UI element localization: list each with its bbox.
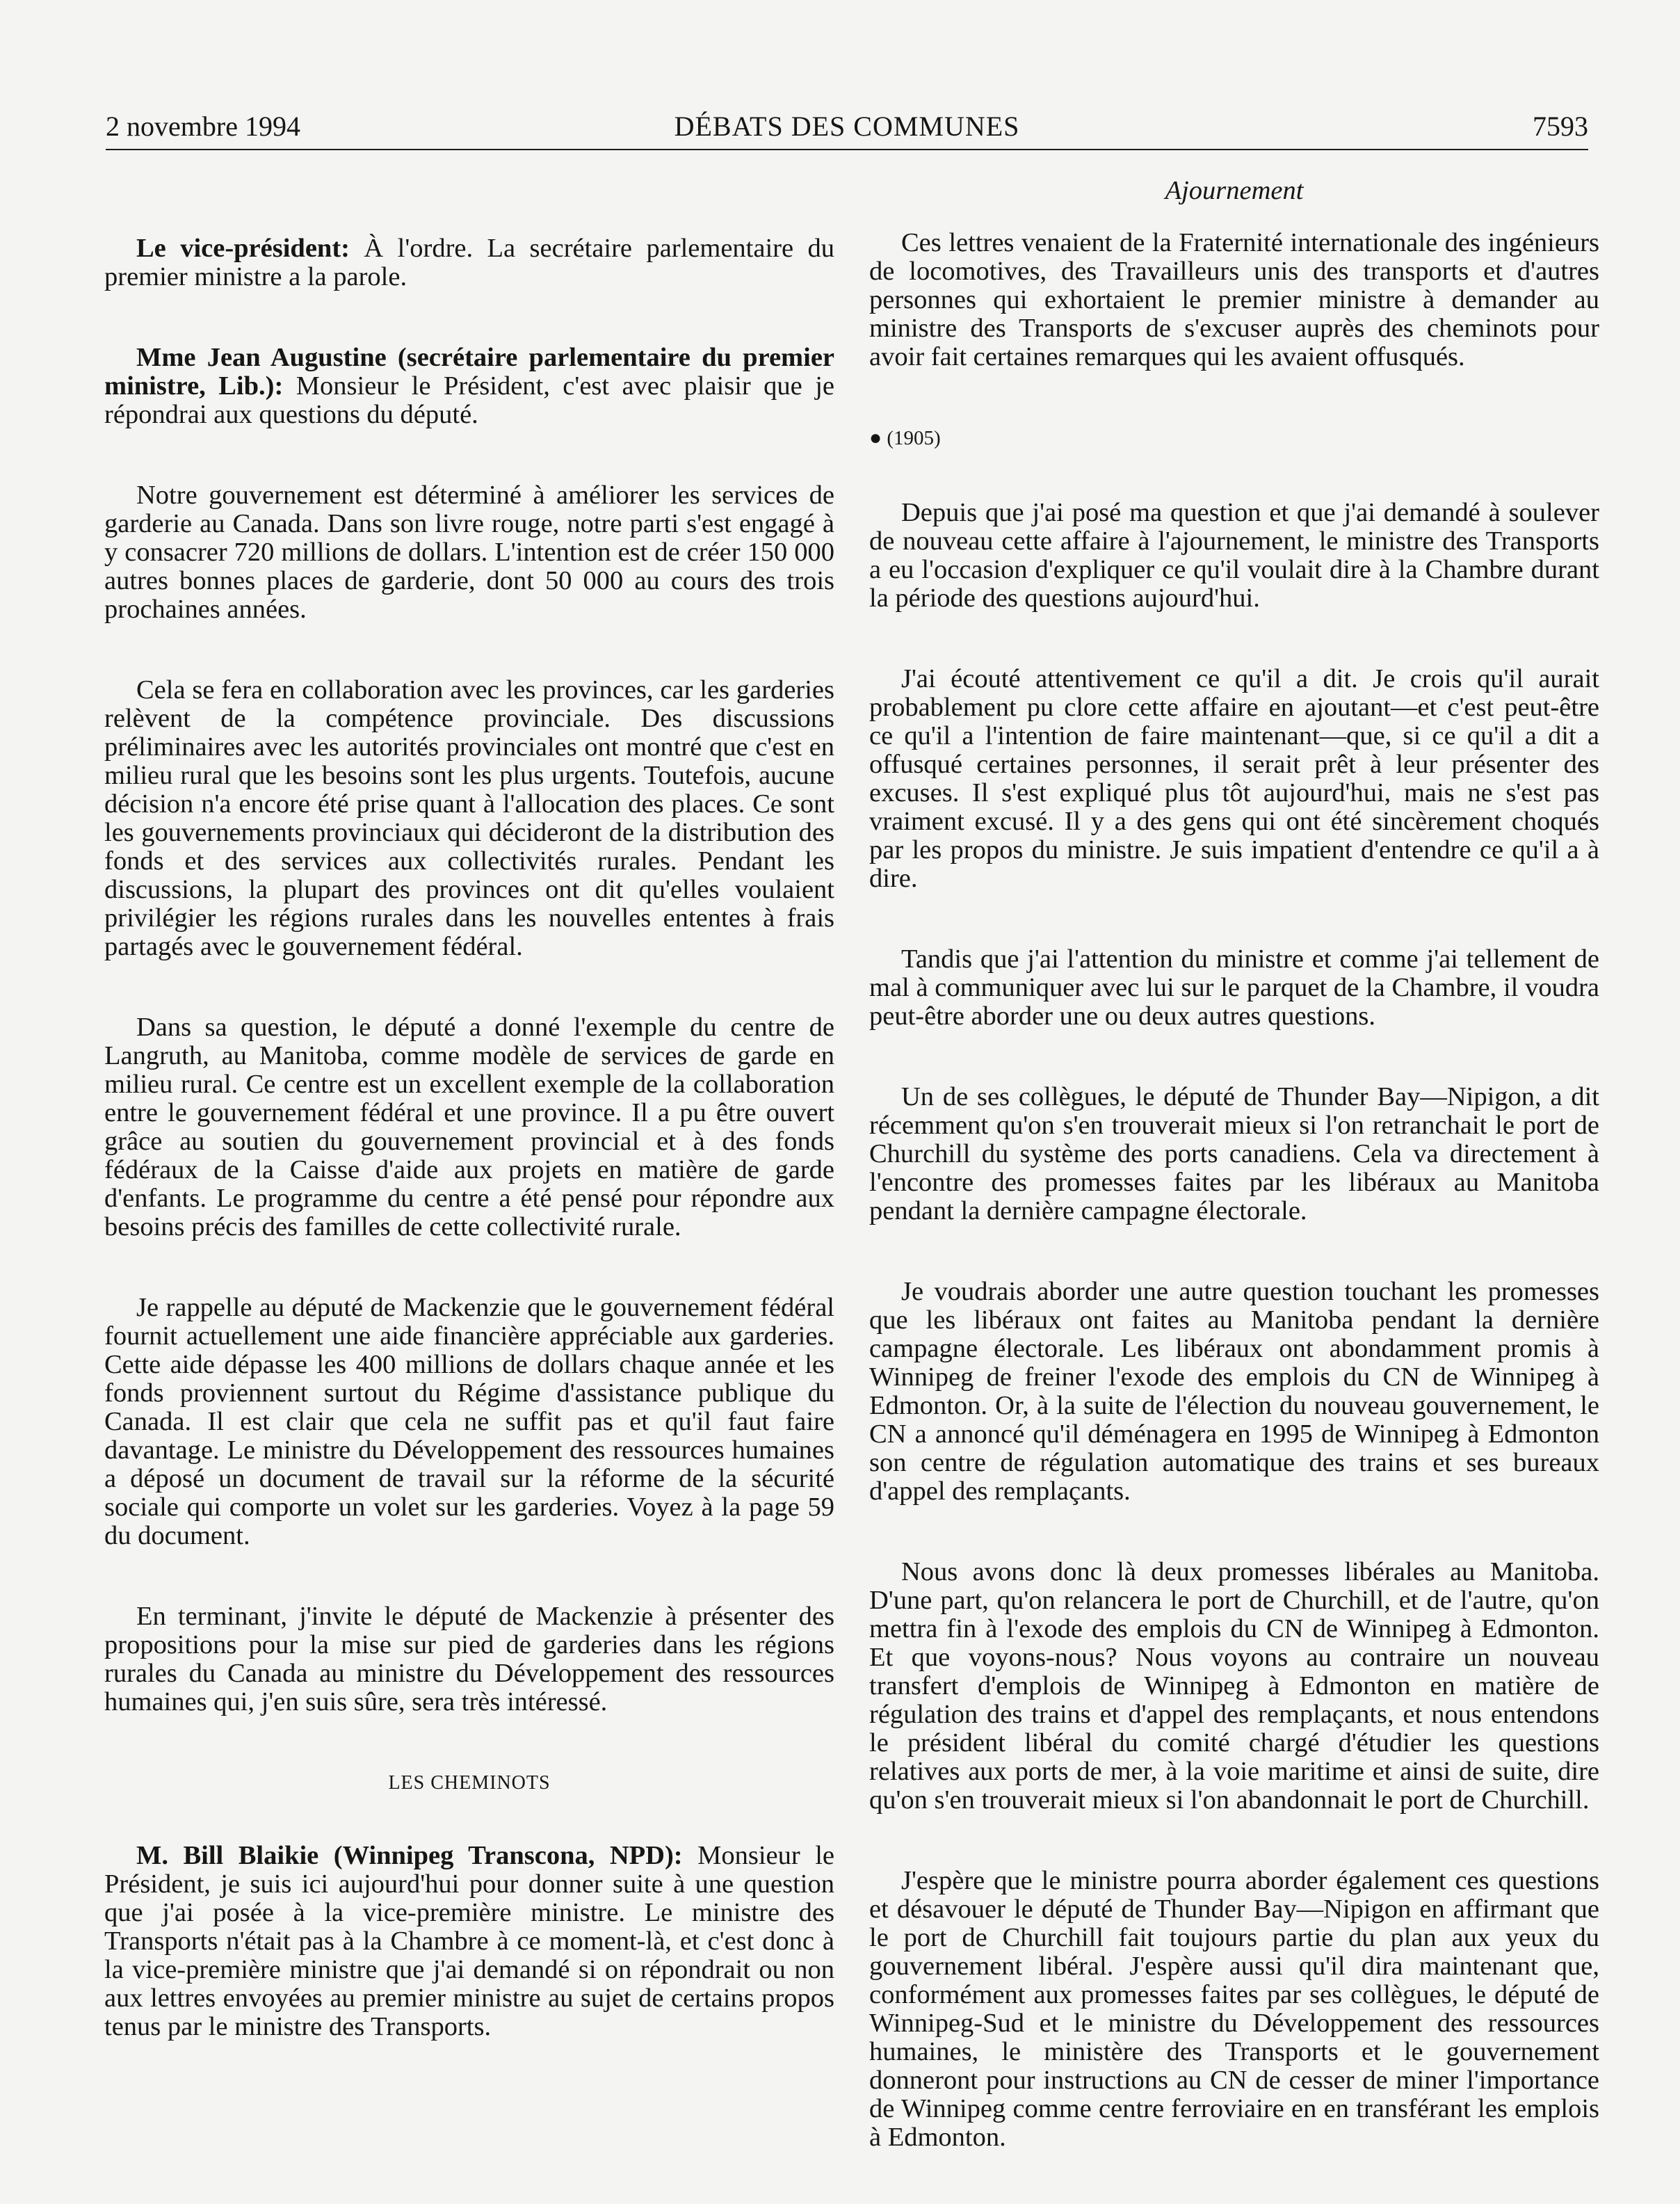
paragraph: J'espère que le ministre pourra aborder également ces questions et désavouer le député de Thunder Bay—Nipigon en affirmant que le port de Churchill fait toujours partie du plan aux yeux du gouvernement libéral. J'espère aussi qu'il dira maintenant que, conformément aux promesses faites par ses collègues, le député de Winnipeg-Sud et le ministre du Développement des ressources humaines, le ministère des Transports et le gouvernement donneront pour instructions au CN de cesser de miner l'importance de Winnipeg comme centre ferroviaire en en transférant les emplois à Edmonton. [869, 1866, 1599, 2152]
bullet-icon: ● [869, 426, 882, 449]
paragraph [104, 344, 834, 429]
paragraph: En terminant, j'invite le député de Mackenzie à présenter des propositions pour la mise sur pied de garderies dans les régions rurales du Canada au ministre du Développement des ressources humaines qui, j'en suis sûre, sera très intéressé. [104, 1602, 834, 1716]
section-heading: LES CHEMINOTS [388, 1772, 551, 1794]
running-head: Ajournement [1165, 176, 1304, 205]
left-column [104, 234, 834, 2093]
header-rule [106, 149, 1588, 150]
speaker-name: Le vice-président: [136, 234, 350, 263]
time-marker [869, 424, 1599, 453]
paragraph: Ces lettres venaient de la Fraternité internationale des ingénieurs de locomotives, des Travailleurs unis des transports et d'autres personnes qui exhortaient le premier ministre à demander au ministre des Transports de s'excuser auprès des cheminots pour avoir fait certaines remarques qui les avaient offusqués. [869, 228, 1599, 371]
speech-text: Monsieur le Président, je suis ici aujourd'hui pour donner suite à une question que j'ai posée à la vice-première ministre. Le ministre des Transports n'était pas à la Chambre à ce moment-là, et c'est donc à la vice-première ministre que j'ai demandé si on répondrait ou non aux lettres envoyées au premier ministre au sujet de certains propos tenus par le ministre des Transports. [104, 1841, 835, 2041]
speech-text: Monsieur le Président, c'est avec plaisir que je répondrai aux questions du député. [104, 371, 834, 429]
speaker-name: M. Bill Blaikie (Winnipeg Transcona, NPD): [136, 1841, 683, 1870]
paragraph: Dans sa question, le député a donné l'exemple du centre de Langruth, au Manitoba, comme modèle de services de garde en milieu rural. Ce centre est un excellent exemple de la collaboration entre le gouvernement fédéral et une province. Il a pu être ouvert grâce au soutien du gouvernement provincial et à des fonds fédéraux de la Caisse d'aide aux projets en matière de garde d'enfants. Le programme du centre a été pensé pour répondre aux besoins précis des familles de cette collectivité rurale. [104, 1013, 834, 1241]
paragraph: J'ai écouté attentivement ce qu'il a dit. Je crois qu'il aurait probablement pu clore cette affaire en ajoutant—et c'est peut-être ce qu'il a l'intention de faire maintenant—que, si ce qu'il a dit a offusqué certaines personnes, il serait prêt à leur présenter des excuses. Il s'est expliqué plus tôt aujourd'hui, mais ne s'est pas vraiment excusé. Il y a des gens qui ont été sincèrement choqués par les propos du ministre. Je suis impatient d'entendre ce qu'il a à dire. [869, 664, 1599, 893]
paragraph: Notre gouvernement est déterminé à améliorer les services de garderie au Canada. Dans son livre rouge, notre parti s'est engagé à y consacrer 720 millions de dollars. L'intention est de créer 150 000 autres bonnes places de garderie, dont 50 000 au cours des trois prochaines années. [104, 481, 834, 624]
publication-title: DÉBATS DES COMMUNES [674, 111, 1020, 142]
speech-text: À l'ordre. La secrétaire parlementaire du premier ministre a la parole. [104, 234, 834, 291]
paragraph: Un de ses collègues, le député de Thunder Bay—Nipigon, a dit récemment qu'on s'en trouverait mieux si l'on retranchait le port de Churchill du système des ports canadiens. Cela va directement à l'encontre des promesses faites par les libéraux au Manitoba pendant la dernière campagne électorale. [869, 1082, 1599, 1225]
paragraph: Nous avons donc là deux promesses libérales au Manitoba. D'une part, qu'on relancera le port de Churchill, et de l'autre, qu'on mettra fin à l'exode des emplois du CN de Winnipeg à Edmonton. Et que voyons-nous? Nous voyons au contraire un nouveau transfert d'emplois de Winnipeg à Edmonton en matière de régulation des trains et d'appel des remplaçants, et nous entendons le président libéral du comité chargé d'étudier les questions relatives aux ports de mer, à la voie maritime et ainsi de suite, dire qu'on s'en trouverait mieux si l'on abandonnait le port de Churchill. [869, 1557, 1599, 1815]
right-column [869, 177, 1599, 2204]
header-date: 2 novembre 1994 [106, 111, 300, 142]
speaker-name: Mme Jean Augustine (secrétaire parlementaire du premier ministre, Lib.): [104, 343, 834, 401]
paragraph: Cela se fera en collaboration avec les provinces, car les garderies relèvent de la compétence provinciale. Des discussions préliminaires avec les autorités provinciales ont montré que c'est en milieu rural que les besoins sont les plus urgents. Toutefois, aucune décision n'a encore été prise quant à l'allocation des places. Ce sont les gouvernements provinciaux qui décideront de la distribution des fonds et des services aux collectivités rurales. Pendant les discussions, la plupart des provinces ont dit qu'elles voulaient privilégier les régions rurales dans les nouvelles ententes à frais partagés avec le gouvernement fédéral. [104, 675, 834, 961]
paragraph: Tandis que j'ai l'attention du ministre et comme j'ai tellement de mal à communiquer avec lui sur le parquet de la Chambre, il voudra peut-être aborder une ou deux autres questions. [869, 944, 1599, 1031]
page-number: 7593 [1533, 111, 1588, 142]
paragraph: Depuis que j'ai posé ma question et que j'ai demandé à soulever de nouveau cette affaire à l'ajournement, le ministre des Transports a eu l'occasion d'expliquer ce qu'il voulait dire à la Chambre durant la période des questions aujourd'hui. [869, 498, 1599, 613]
paragraph: Je rappelle au député de Mackenzie que le gouvernement fédéral fournit actuellement une aide financière appréciable aux garderies. Cette aide dépasse les 400 millions de dollars chaque année et les fonds proviennent surtout du Régime d'assistance publique du Canada. Il est clair que cela ne suffit pas et qu'il faut faire davantage. Le ministre du Développement des ressources humaines a déposé un document de travail sur la réforme de la sécurité sociale qui comporte un volet sur les garderies. Voyez à la page 59 du document. [104, 1293, 834, 1550]
time-stamp: (1905) [887, 427, 941, 449]
paragraph [104, 234, 834, 291]
paragraph [104, 1842, 834, 2041]
paragraph: Je voudrais aborder une autre question touchant les promesses que les libéraux ont faites au Manitoba pendant la dernière campagne électorale. Les libéraux ont abondamment promis à Winnipeg de freiner l'exode des emplois du CN de Winnipeg à Edmonton. Or, à la suite de l'élection du nouveau gouvernement, le CN a annoncé qu'il déménagera en 1995 de Winnipeg à Edmonton son centre de régulation automatique des trains et ses bureaux d'appel des remplaçants. [869, 1277, 1599, 1506]
page-header [106, 107, 1588, 146]
